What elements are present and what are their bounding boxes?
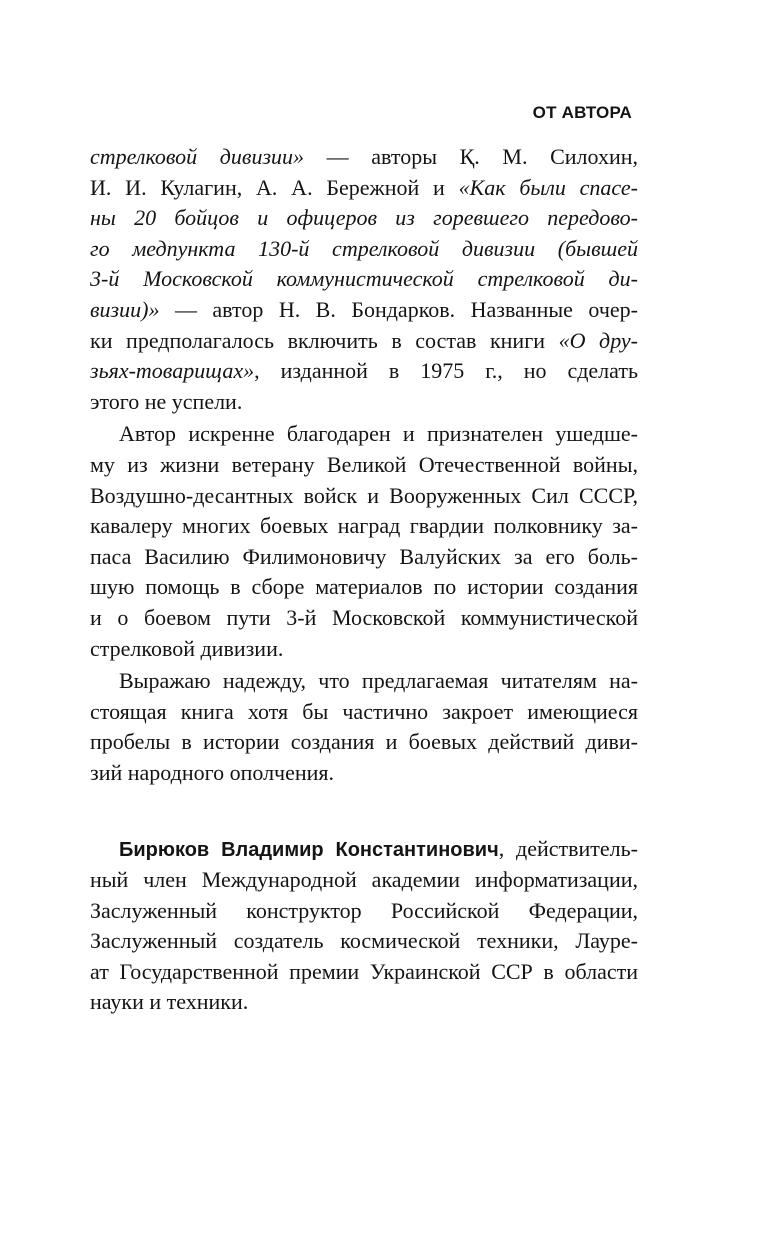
author-name: Бирюков Владимир Константинович — [119, 839, 499, 862]
body-text — [90, 142, 638, 1018]
text-run: — автор Н. В. Бондарков. Названные очер- — [159, 296, 638, 322]
paragraph — [90, 666, 638, 788]
italic-text: зьях-товарищах» — [90, 358, 255, 384]
text-run: , действитель- — [498, 836, 638, 862]
text-line — [90, 834, 638, 865]
text-run: ат Государственной премии Украинской ССР в области — [90, 958, 638, 984]
text-line — [90, 697, 638, 728]
italic-text: ны 20 бойцов и офицеров из горевшего передово- — [90, 205, 638, 231]
paragraph — [90, 419, 638, 664]
text-line — [90, 865, 638, 896]
italic-text: стрелковой дивизии» — [90, 144, 305, 169]
text-line — [90, 326, 638, 357]
text-line — [90, 142, 638, 173]
text-line — [90, 542, 638, 573]
text-run: шую помощь в сборе материалов по истории создания — [90, 574, 638, 600]
text-run: Автор искренне благодарен и признателен ушедше- — [119, 421, 638, 447]
text-line — [90, 356, 638, 387]
text-run: , изданной в 1975 г., но сделать — [254, 358, 638, 384]
text-line — [90, 450, 638, 481]
text-line — [90, 926, 638, 957]
text-run: Воздушно-десантных войск и Вооруженных Сил СССР, — [90, 482, 638, 508]
italic-text: 3-й Московской коммунистической стрелковой ди- — [90, 266, 638, 292]
text-run: паса Василию Филимоновичу Валуйских за его боль- — [90, 543, 638, 569]
text-line — [90, 203, 638, 234]
text-line — [90, 896, 638, 927]
text-run: зий народного ополчения. — [90, 759, 335, 785]
text-run: — авторы Қ. М. Силохин, — [304, 144, 639, 169]
paragraph-gap — [90, 788, 638, 834]
text-run: му из жизни ветерану Великой Отечественной войны, — [90, 451, 638, 477]
paragraph — [90, 834, 638, 1018]
text-line — [90, 173, 638, 204]
text-line — [90, 572, 638, 603]
text-run: стрелковой дивизии. — [90, 635, 284, 661]
text-line — [90, 234, 638, 265]
italic-text: го медпункта 130-й стрелковой дивизии (бывшей — [90, 235, 638, 261]
text-line — [90, 957, 638, 988]
paragraph — [90, 142, 638, 417]
text-line — [90, 666, 638, 697]
text-line — [90, 387, 638, 418]
text-line — [90, 727, 638, 758]
italic-text: визии)» — [90, 296, 160, 322]
italic-text: «Как были спасе- — [458, 174, 638, 200]
running-header: ОТ АВТОРА — [532, 103, 632, 122]
text-run: Заслуженный создатель космической техники, Лауре- — [90, 928, 638, 954]
text-line — [90, 987, 638, 1018]
text-run: Выражаю надежду, что предлагаемая читателям на- — [119, 668, 638, 694]
italic-text: «О дру- — [558, 327, 638, 353]
text-line — [90, 511, 638, 542]
text-run: этого не успели. — [90, 388, 243, 414]
text-run: ный член Международной академии информатизации, — [90, 867, 638, 893]
text-run: и о боевом пути 3-й Московской коммунистической — [90, 604, 638, 630]
text-run: пробелы в истории создания и боевых действий диви- — [90, 729, 638, 755]
text-line — [90, 603, 638, 634]
text-run: науки и техники. — [90, 989, 249, 1015]
text-run: кавалеру многих боевых наград гвардии полковнику за- — [90, 513, 638, 539]
text-line — [90, 481, 638, 512]
text-line — [90, 295, 638, 326]
text-line — [90, 264, 638, 295]
text-run: ки предполагалось включить в состав книги — [90, 327, 559, 353]
text-line — [90, 758, 638, 789]
text-run: Заслуженный конструктор Российской Федерации, — [90, 897, 638, 923]
text-run: И. И. Кулагин, А. А. Бережной и — [90, 174, 459, 200]
text-line — [90, 634, 638, 665]
text-run: стоящая книга хотя бы частично закроет имеющиеся — [90, 698, 638, 724]
text-line — [90, 419, 638, 450]
